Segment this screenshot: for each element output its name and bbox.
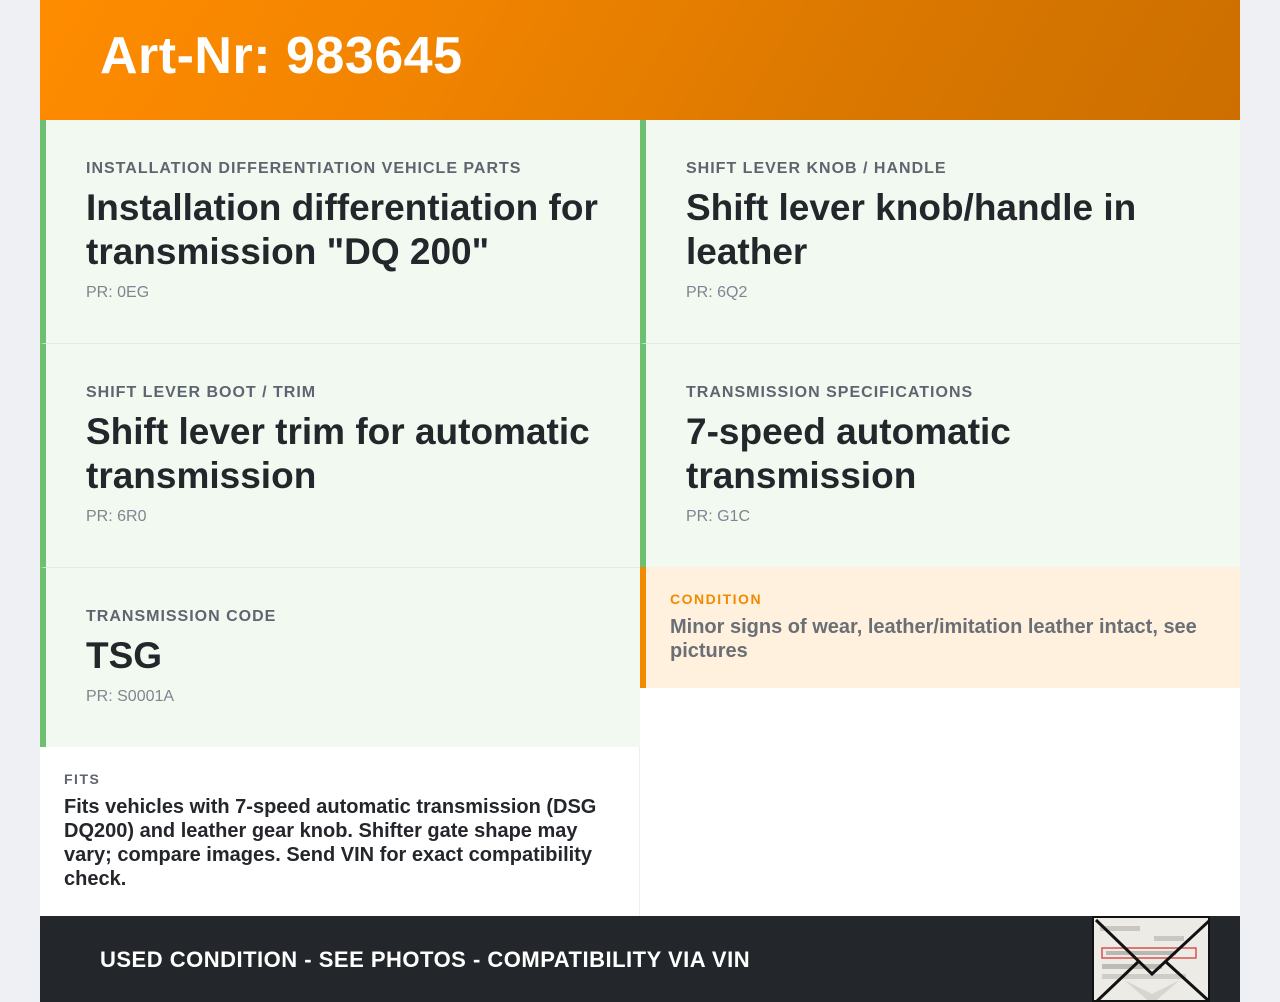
header-bar <box>40 0 1240 120</box>
spec-card-shift-boot <box>40 343 640 567</box>
spec-card-category: TRANSMISSION CODE <box>86 608 277 625</box>
spec-card-category: SHIFT LEVER BOOT / TRIM <box>86 384 317 401</box>
fits-text: Fits vehicles with 7-speed automatic transmission (DSG DQ200) and leather gear knob. Shifter gate shape may vary; compare images. Send VIN for exact compatibility check. <box>64 796 597 890</box>
footer-notice: USED CONDITION - SEE PHOTOS - COMPATIBILITY VIA VIN <box>100 947 751 972</box>
condition-label: CONDITION <box>670 591 763 607</box>
spec-card-pr-code: PR: 0EG <box>86 284 150 301</box>
spec-card-pr-code: PR: G1C <box>686 508 751 525</box>
spec-card-title: Shift lever knob/handle in leather <box>686 187 1137 272</box>
spec-card-title: Shift lever trim for automatic transmission <box>86 411 590 496</box>
spec-card-transmission-code <box>40 567 640 747</box>
spec-card-title: 7-speed automatic transmission <box>686 411 1011 496</box>
vehicle-document-stamp-icon <box>1092 916 1210 1002</box>
spec-sheet <box>40 0 1240 1002</box>
footer-bar <box>40 916 1240 1002</box>
spec-card-transmission-specs <box>640 343 1240 567</box>
spec-card-title: TSG <box>86 635 163 676</box>
article-number-title: Art-Nr: 983645 <box>100 27 463 85</box>
spec-card-pr-code: PR: S0001A <box>86 688 175 705</box>
spec-card-pr-code: PR: 6Q2 <box>686 284 748 301</box>
spec-card-category: SHIFT LEVER KNOB / HANDLE <box>686 160 947 177</box>
spec-card-installation <box>40 120 640 343</box>
spec-card-category: INSTALLATION DIFFERENTIATION VEHICLE PARTS <box>86 160 522 177</box>
condition-box <box>640 567 1240 688</box>
spec-card-title: Installation differentiation for transmission "DQ 200" <box>86 187 598 272</box>
condition-text: Minor signs of wear, leather/imitation leather intact, see pictures <box>670 616 1197 662</box>
spec-card-shift-knob <box>640 120 1240 343</box>
spec-card-category: TRANSMISSION SPECIFICATIONS <box>686 384 974 401</box>
fits-box <box>40 747 640 916</box>
spec-card-pr-code: PR: 6R0 <box>86 508 147 525</box>
fits-label: FITS <box>64 771 101 787</box>
